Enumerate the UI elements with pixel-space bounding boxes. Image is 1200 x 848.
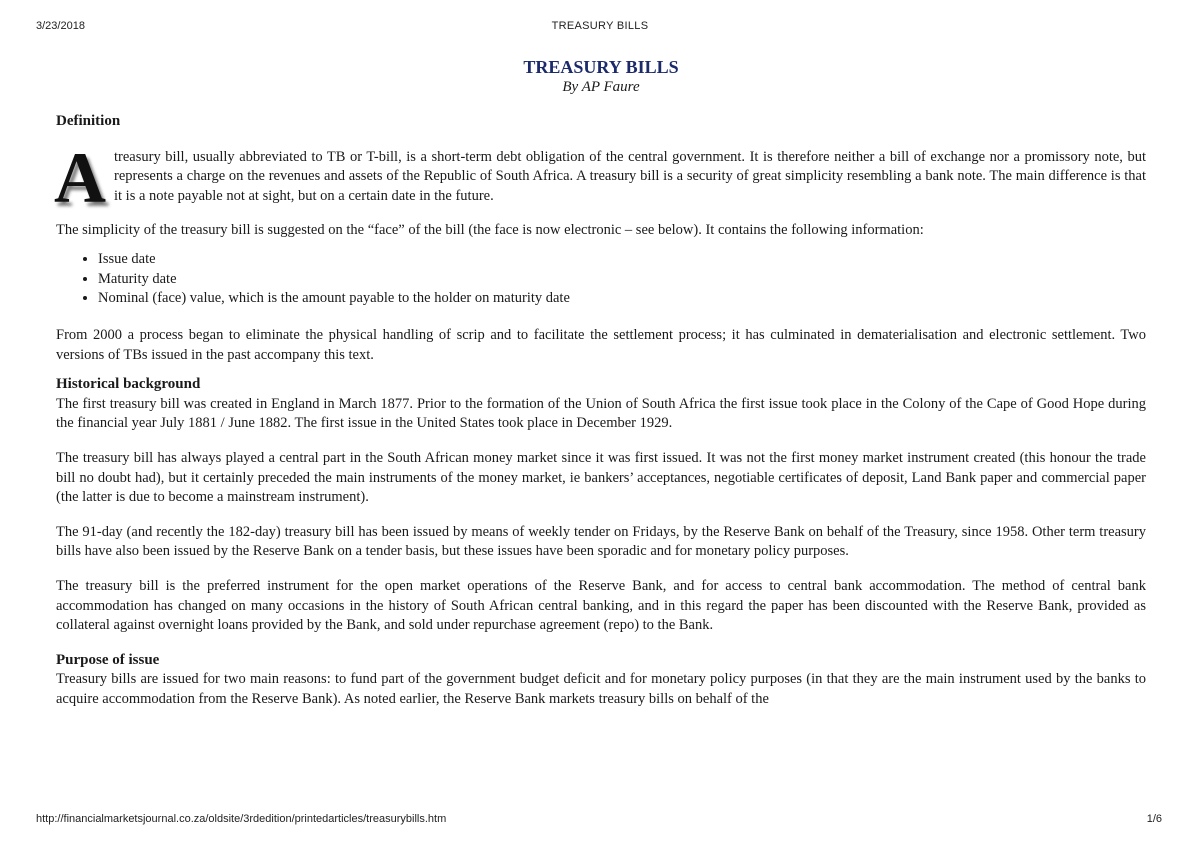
bill-information-list — [56, 250, 1146, 309]
definition-paragraph-2: The simplicity of the treasury bill is suggested on the “face” of the bill (the face is now electronic – see below). It contains the following information: — [56, 221, 924, 238]
purpose-section — [56, 651, 1146, 710]
drop-cap-letter: A — [54, 137, 106, 218]
document-body — [56, 56, 1146, 718]
definition-paragraph-1-text: treasury bill, usually abbreviated to TB or T-bill, is a short-term debt obligation of the central government. It is therefore neither a bill of exchange nor a promissory note, but represents a charge on the revenues and assets of the Republic of South Africa. A treasury bill is a security of great simplicity resembling a bank note. The main difference is that it is a note payable not at sight, but on a certain date in the future. — [114, 148, 1146, 204]
print-footer — [36, 813, 1162, 827]
history-paragraph-2: The treasury bill has always played a central part in the South African money market since it was first issued. It was not the first money market instrument created (this honour the trade bill no doubt had), but it certainly preceded the main instruments of the money market, ie bankers’ acceptances, negotiable certificates of deposit, Land Bank paper and commercial paper (the latter is due to become a mainstream instrument). — [56, 449, 1146, 506]
print-header — [36, 20, 1164, 34]
print-date: 3/23/2018 — [36, 20, 85, 32]
list-item-nominal-value: • Nominal (face) value, which is the amount payable to the holder on maturity date — [98, 289, 1146, 309]
history-heading: Historical background — [56, 376, 201, 393]
history-paragraph-3: The 91-day (and recently the 182-day) treasury bill has been issued by means of weekly tender on Fridays, by the Reserve Bank on behalf of the Treasury, since 1958. Other term treasury bills have also been issued by the Reserve Bank on a tender basis, but these issues have been sporadic and for monetary policy purposes. — [56, 523, 1146, 560]
definition-heading: Definition — [56, 113, 121, 129]
print-page-title: TREASURY BILLS — [551, 20, 649, 32]
history-paragraph-4: The treasury bill is the preferred instrument for the open market operations of the Reserve Bank, and for access to central bank accommodation. The method of central bank accommodation has changed on many occasions in the history of South African central banking, and in this regard the paper has been discounted with the Reserve Bank, provided as collateral against overnight loans provided by the Bank, and sold under repurchase agreement (repo) to the Bank. — [56, 577, 1146, 634]
list-item-maturity-date: • Maturity date — [98, 270, 1146, 290]
definition-paragraph-3: From 2000 a process began to eliminate the physical handling of scrip and to facilitate the settlement process; it has culminated in dematerialisation and electronic settlement. Two versions of TBs issued in the past accompany this text. — [56, 326, 1146, 363]
page-title: TREASURY BILLS — [523, 57, 679, 77]
history-paragraph-1: The first treasury bill was created in England in March 1877. Prior to the formation of the Union of South Africa the first issue took place in the Colony of the Cape of Good Hope during the financial year July 1881 / June 1882. The first issue in the United States took place in December 1929. — [56, 395, 1146, 432]
author-byline: By AP Faure — [562, 79, 640, 95]
purpose-paragraph-1: Treasury bills are issued for two main reasons: to fund part of the government budget deficit and for monetary policy purposes (in that they are the main instrument used by the banks to acquire accommodation from the Reserve Bank). As noted earlier, the Reserve Bank markets treasury bills on behalf of the — [56, 671, 1146, 707]
source-url: http://financialmarketsjournal.co.za/oldsite/3rdedition/printedarticles/treasurybills.htm — [36, 813, 447, 825]
list-item-issue-date: • Issue date — [98, 250, 1146, 270]
page-number: 1/6 — [1146, 813, 1162, 825]
definition-paragraph-1 — [54, 137, 1146, 218]
purpose-heading: Purpose of issue — [56, 651, 160, 668]
history-section — [56, 375, 1146, 636]
